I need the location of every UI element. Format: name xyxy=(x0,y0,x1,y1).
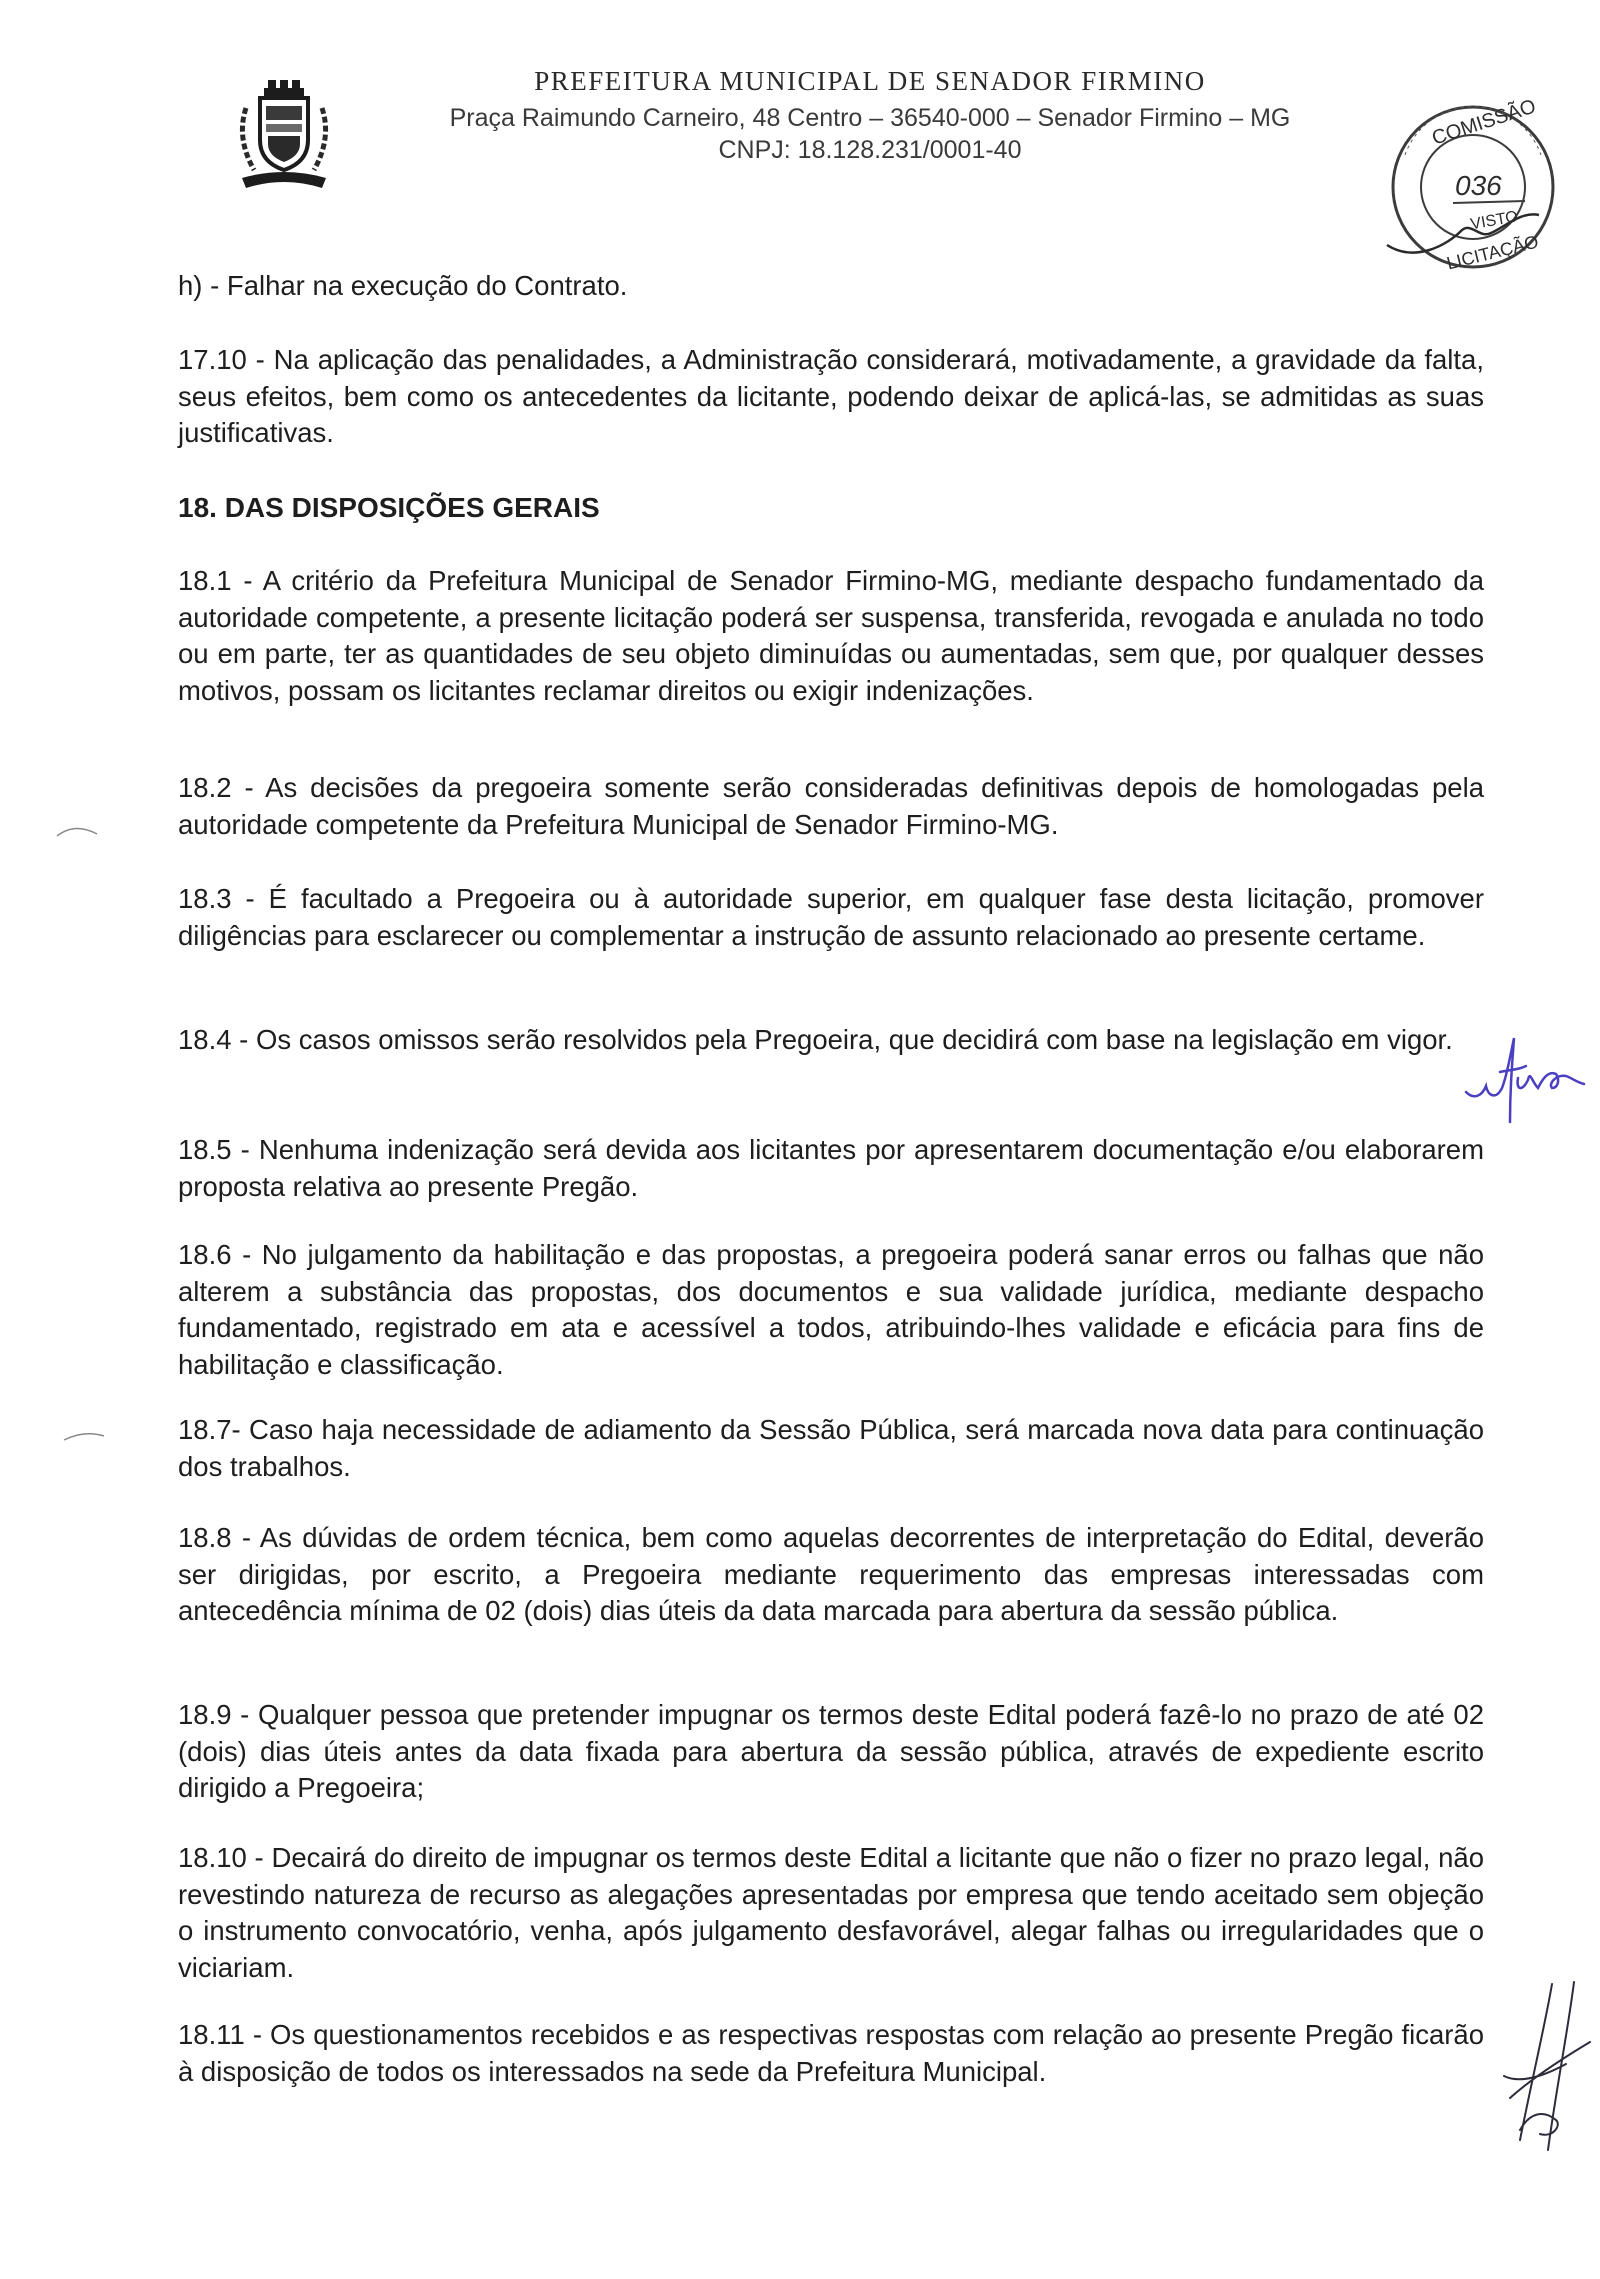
header-org-name: PREFEITURA MUNICIPAL DE SENADOR FIRMINO xyxy=(534,66,1206,96)
svg-text:VISTO: VISTO xyxy=(1469,208,1520,234)
paragraph-18-4: 18.4 - Os casos omissos serão resolvidos pela Pregoeira, que decidirá com base na legislação em vigor. xyxy=(178,1024,1453,1055)
svg-text:036: 036 xyxy=(1455,170,1502,201)
paragraph-18-2: 18.2 - As decisões da pregoeira somente serão consideradas definitivas depois de homologadas pela autoridade competente da Prefeitura Municipal de Senador Firmino-MG. xyxy=(178,772,1484,840)
commission-stamp xyxy=(1375,95,1565,280)
paragraph-18-9: 18.9 - Qualquer pessoa que pretender impugnar os termos deste Edital poderá fazê-lo no prazo de até 02 (dois) dias úteis antes da data fixada para abertura da sessão pública, através de expediente escrito dirigido a Pregoeira; xyxy=(178,1699,1484,1803)
paragraph-18-5: 18.5 - Nenhuma indenização será devida aos licitantes por apresentarem documentação e/ou elaborarem proposta relativa ao presente Pregão. xyxy=(178,1134,1484,1202)
header-address: Praça Raimundo Carneiro, 48 Centro – 36540-000 – Senador Firmino – MG xyxy=(449,104,1291,132)
handwritten-initials-signature xyxy=(1490,1980,1600,2155)
paragraph-18-3: 18.3 - É facultado a Pregoeira ou à autoridade superior, em qualquer fase desta licitação, promover diligências para esclarecer ou complementar a instrução de assunto relacionado ao presente certame. xyxy=(178,883,1484,951)
paragraph-18-1: 18.1 - A critério da Prefeitura Municipal de Senador Firmino-MG, mediante despacho fundamentado da autoridade competente, a presente licitação poderá ser suspensa, transferida, revogada e anulada no todo ou em parte, ter as quantidades de seu objeto diminuídas ou aumentadas, sem que, por qualquer desses motivos, possam os licitantes reclamar direitos ou exigir indenizações. xyxy=(178,565,1484,706)
paragraph-18-10: 18.10 - Decairá do direito de impugnar os termos deste Edital a licitante que não o fizer no prazo legal, não revestindo natureza de recurso as alegações apresentadas por empresa que tendo aceitado sem objeção o instrumento convocatório, venha, após julgamento desfavorável, alegar falhas ou irregularidades que o viciariam. xyxy=(178,1842,1484,1983)
svg-text:LICITAÇÃO: LICITAÇÃO xyxy=(1444,231,1541,274)
paragraph-18-8: 18.8 - As dúvidas de ordem técnica, bem como aquelas decorrentes de interpretação do Edital, deverão ser dirigidas, por escrito, a Pregoeira mediante requerimento das empresas interessadas com antecedência mínima de 02 (dois) dias úteis da data marcada para abertura da sessão pública. xyxy=(178,1522,1484,1626)
section-title-18: 18. DAS DISPOSIÇÕES GERAIS xyxy=(178,492,600,523)
paragraph-18-11: 18.11 - Os questionamentos recebidos e as respectivas respostas com relação ao presente Pregão ficarão à disposição de todos os interessados na sede da Prefeitura Municipal. xyxy=(178,2019,1484,2087)
header-cnpj: CNPJ: 18.128.231/0001-40 xyxy=(718,136,1022,164)
handwritten-rubric-signature xyxy=(1460,1030,1600,1130)
svg-text:COMISSÃO: COMISSÃO xyxy=(1429,95,1539,150)
municipal-crest-logo xyxy=(232,78,336,198)
paragraph-18-7: 18.7- Caso haja necessidade de adiamento da Sessão Pública, será marcada nova data para continuação dos trabalhos. xyxy=(178,1414,1484,1482)
paragraph-18-6: 18.6 - No julgamento da habilitação e das propostas, a pregoeira poderá sanar erros ou falhas que não alterem a substância das propostas, dos documentos e sua validade jurídica, mediante despacho fundamentado, registrado em ata e acessível a todos, atribuindo-lhes validade e eficácia para fins de habilitação e classificação. xyxy=(178,1239,1484,1380)
item-h: h) - Falhar na execução do Contrato. xyxy=(178,270,628,301)
margin-mark xyxy=(55,822,100,838)
paragraph-17-10: 17.10 - Na aplicação das penalidades, a Administração considerará, motivadamente, a gravidade da falta, seus efeitos, bem como os antecedentes da licitante, podendo deixar de aplicá-las, se admitidas as suas justificativas. xyxy=(178,344,1484,448)
margin-mark xyxy=(62,1428,107,1444)
